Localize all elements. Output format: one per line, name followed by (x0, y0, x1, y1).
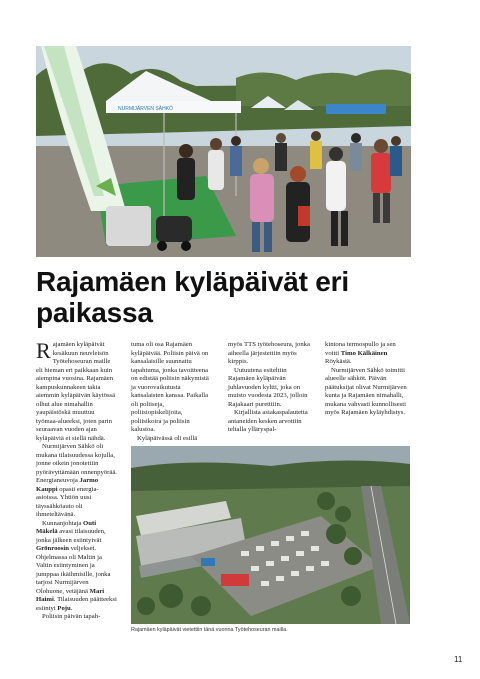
paragraph (36, 443, 117, 520)
person-name: Outi Mäkelä (36, 519, 97, 535)
paragraph-text: opasti energia-asioissa. Yhtiön uusi täyssähköauto oli ihmeteltävänä. (36, 485, 99, 518)
paragraph: Uutuutena esiteltiin Rajamäen kyläpäivän juhlavuoden kyltti, joka on muisto vuodesta 2023, jolloin Rajakaari puretttiin. (228, 366, 308, 408)
paragraph-text: Nurmijärven Sähkö oli mukana tilaisuudessa kojulla, jonne oikein jonotettiin pyörävyttämään onnenpyörää. Energianeuvoja (36, 443, 117, 484)
paragraph (36, 520, 117, 614)
paragraph-text: kintona termospullo ja sen voitti (325, 341, 396, 357)
page-number: 11 (454, 655, 463, 664)
tent-banner-text: NURMIJÄRVEN SÄHKÖ (118, 106, 173, 112)
paragraph-text: Röykästä. (325, 358, 352, 365)
person-name: Timo Kälkäinen (340, 349, 388, 357)
person-name: Jarmo Kauppi (36, 477, 99, 493)
paragraph (325, 341, 410, 367)
paragraph-text: . (70, 604, 73, 612)
paragraph-text: Kunnanjohtaja (42, 519, 84, 527)
hero-photo-crowd (36, 46, 411, 257)
paragraph: Kirjallista asiakaspalautetta antaneiden kesken arvottiin teltalla ylläryspal- (228, 409, 308, 433)
person-name: Poju (57, 604, 71, 612)
aerial-photo-event-area (131, 446, 410, 624)
paragraph: Poliisin päivän tapah- (42, 613, 101, 620)
paragraph: Kyläpäivässä oli esillä (137, 434, 198, 442)
article-column-4 (325, 341, 410, 418)
paragraph-text: ajamäen kyläpäivät kesäkuun neuvleisön Työtehoseuran maille eli hieman eri paikkaan kuin aiempina vuosina. Rajamäen kampuskunnakeen takia aiemmin kyläpäivän käytössä olhut alue nimahallin yaupäistöskä muuttuu työmaa-alueeksi, joten parin seuraavan vuoden ajan kyläpäiviä ei siellä nähdä. (36, 341, 116, 442)
drop-cap: R (36, 338, 51, 363)
article-column-2 (131, 341, 212, 443)
photo-caption: Rajamäen kyläpäivät vietettiin tänä vuonna Työtehoseuran mailla. (131, 627, 288, 633)
paragraph-text: avasi tilaisuuden, jonka jälkeen esiintyivät (36, 528, 106, 544)
person-name: Grönroosin (36, 545, 69, 552)
person-name: Mari Haimi (36, 587, 105, 603)
paragraph-text: veljekset. Ohjelmassa oli Maltin ja Valtin esiintyminen ja jumppaa ikäihmisille, jonka tarjosi Nurmijärven Olohuone, vetäjänä (36, 545, 111, 595)
article-column-3 (228, 341, 310, 435)
paragraph-text: . Tilaisuuden päätteeksi esiintyi (36, 596, 117, 612)
paragraph: tuma oli osa Rajamäen kyläpäivää. Poliisin päivä on kansalaisille suunnattu tapahtuma, jonka tavoitteena on edistää poliisin näkymistä ja vuorovaikutusta kansalaisten kanssa. Paikalla oli poliiseja, poliisiopiskelijoita, poliisikoira ja poliisin kalustoa. (131, 341, 209, 433)
article-column-1 (36, 338, 117, 622)
paragraph: myös TTS työtehoseura, jonka aiheella järjestettiin myös kirppis. (228, 341, 310, 365)
paragraph: Nurmijärven Sähkö toimitti alueelle sähköt. Päivän päätuksijat olivat Nurmijärven kunta ja Rajamäen nimahalli, mukana vahvasti kunnollisesti myös Rajamäen kyläyhdistys. (325, 366, 407, 416)
paragraph (36, 338, 117, 443)
article-headline: Rajamäen kyläpäivät eri paikassa (36, 266, 349, 328)
